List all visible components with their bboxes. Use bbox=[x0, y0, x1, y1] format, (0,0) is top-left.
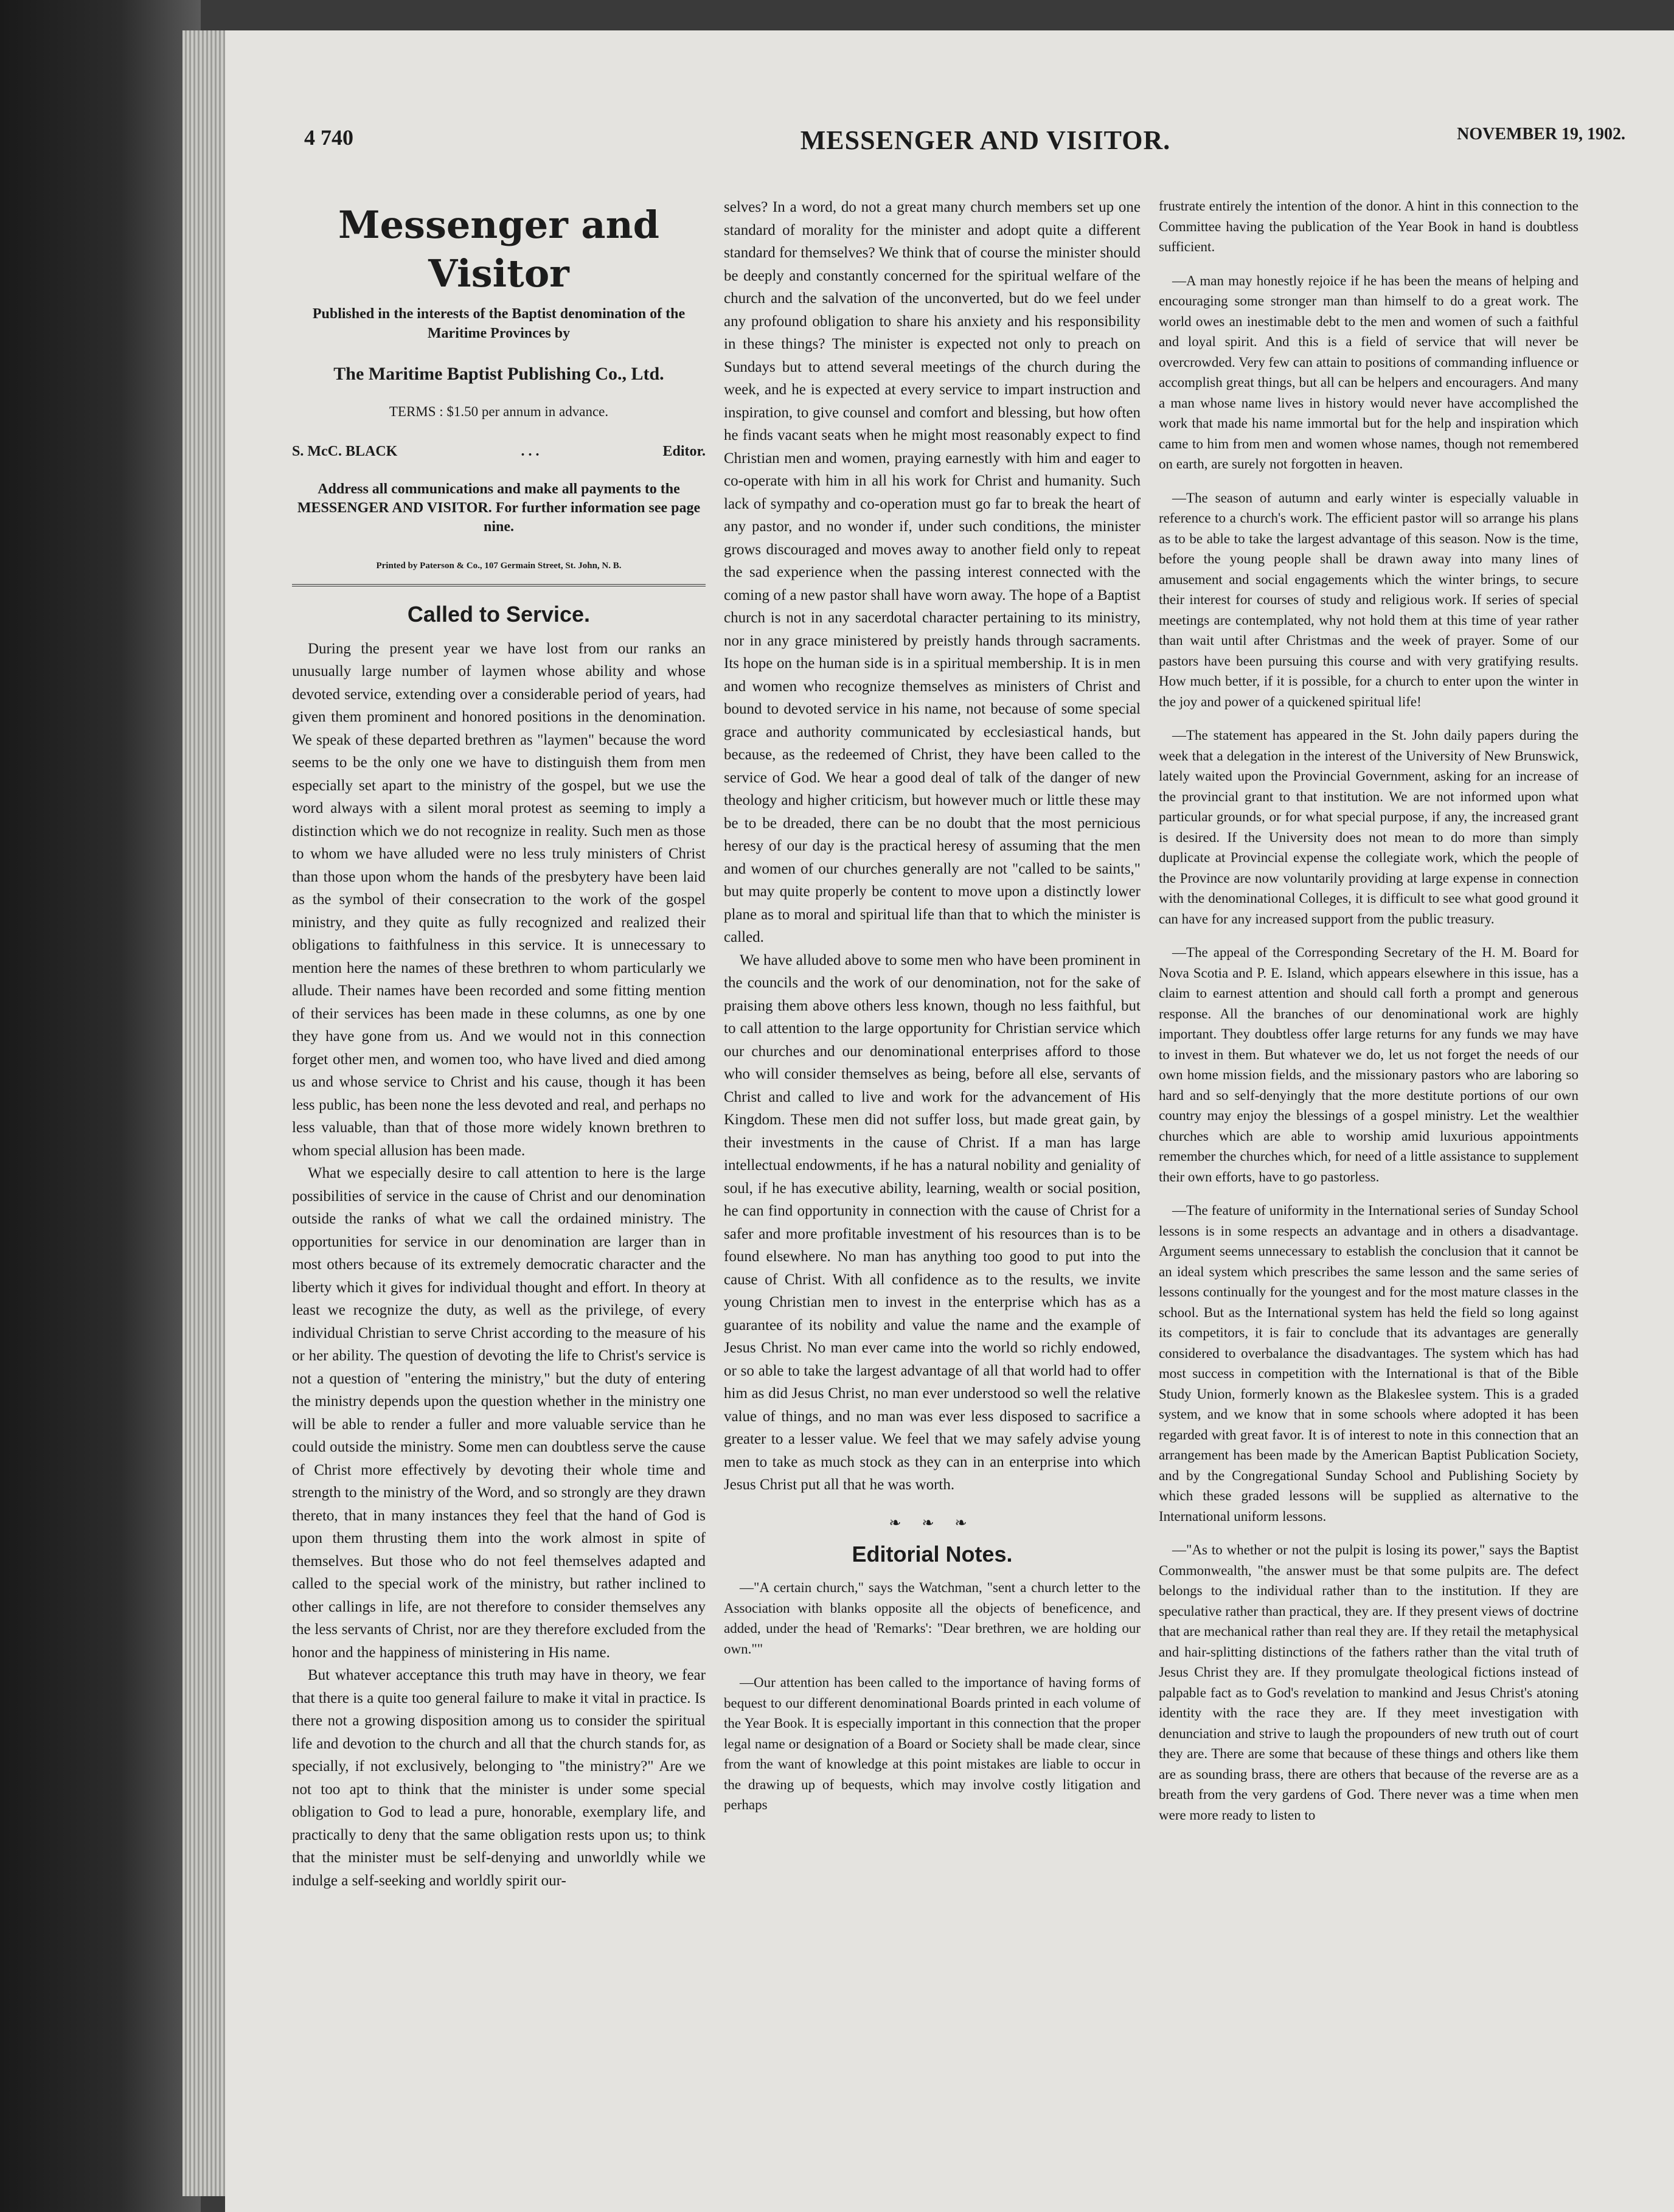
column-3 bbox=[1159, 196, 1578, 1838]
editorial-note: —The feature of uniformity in the International series of Sunday School lessons is in some respects an advantage and in others a disadvantage. Argument seems unnecessary to establish the conclusion that it cannot be an ideal system which prescribes the same lesson and the same series of lessons continually for the youngest and for the most mature classes in the school. But as the International system has held the field so long against its competitors, it is fair to conclude that its advantages are generally considered to overbalance the disadvantages. The system which has had most success in competition with the International is that of the Bible Study Union, formerly known as the Blakeslee system. This is a graded system, and we know that in some schools where adopted it has been regarded with great favor. It is of interest to note in this connection that an arrangement has been made by the American Baptist Publication Society, and by the Congregational Sunday School and Publishing Society by which these graded lessons will be supplied as alternative to the International uniform lessons. bbox=[1159, 1203, 1578, 1524]
editorial-note: —The statement has appeared in the St. John daily papers during the week that a delegation in the interest of the University of New Brunswick, lately waited upon the Provincial Government, asking for an increase of the provincial grant to that institution. We are not informed upon what particular grounds, or for what special purpose, if any, the increased grant is desired. If the University does not mean to do more than simply duplicate at Provincial expense the collegiate work, which the people of the Province are now voluntarily providing at large expense in connection with the denominational Colleges, it is difficult to see what good ground it can have for any increased support from the public treasury. bbox=[1159, 728, 1578, 927]
masthead-address: Address all communications and make all payments to the MESSENGER AND VISITOR. For further information see page nine. bbox=[297, 481, 701, 535]
article-paragraph: But whatever acceptance this truth may have in theory, we fear that there is a quite too general failure to make it vital in practice. Is there not a growing disposition among us to consider the spiritual life and devotion to the church and all that the church stands for, as specially, if not exclusively, belonging to "the ministry?" Are we not too apt to think that the minister is under some special obligation to God to lead a pure, honorable, exemplary life, and practically to deny that the same obligation rests upon us; to think that the minister must be self-denying and unworldly while we indulge a self-seeking and worldly spirit our- bbox=[292, 1667, 706, 1889]
masthead-terms: TERMS : $1.50 per annum in advance. bbox=[389, 404, 609, 419]
page-stack-edge bbox=[182, 30, 231, 2196]
editor-name: S. McC. BLACK bbox=[292, 443, 398, 459]
book-binding bbox=[0, 0, 201, 2212]
editorial-note: —"A certain church," says the Watchman, "sent a church letter to the Association with blanks opposite all the objects of beneficence, and added, under the head of 'Remarks': "Dear brethren, we are holding our own."" bbox=[724, 1580, 1141, 1657]
running-title: MESSENGER AND VISITOR. bbox=[800, 125, 1171, 155]
editorial-note: —A man may honestly rejoice if he has been the means of helping and encouraging some stronger man than himself to do a great work. The world owes an inestimable debt to the men and women of such a faithful and loyal spirit. And this is a field of service that will never be overcrowded. Very few can attain to positions of commanding influence or accomplish great things, but all can be helpers and encouragers. And many a man whose name lives in history would never have accomplished the work that made his name immortal but for the help and inspiration which came to him from men and women whose names, though not remembered on earth, are surely not forgotten in heaven. bbox=[1159, 273, 1578, 471]
editorial-note: —The appeal of the Corresponding Secretary of the H. M. Board for Nova Scotia and P. E. Island, which appears elsewhere in this issue, has a claim to earnest attention and should call forth a prompt and generous response. All the branches of our denominational work are highly important. They doubtless offer large returns for any funds we may have to invest in them. But whatever we do, let us not forget the needs of our own home mission fields, and the missionary pastors who are laboring so hard and so self-denyingly that the more destitute portions of our own country may enjoy the blessings of a gospel ministry. Let the wealthier churches which are able to worship amid luxurious appointments remember the churches which, for need of a little assistance to supplement their own efforts, have to go pastorless. bbox=[1159, 945, 1578, 1184]
article-paragraph: What we especially desire to call attention to here is the large possibilities of service in the cause of Christ and our denomination outside the ranks of what we call the ordained ministry. The opportunities for service in our denomination are larger than in most others because of its extremely democratic character and the liberty which it gives for individual thought and effort. In theory at least we recognize the duty, as well as the privilege, of every individual Christian to serve Christ according to the measure of his or her ability. The question of devoting the life to Christ's service is not a question of "entering the ministry," but the duty of entering the ministry depends upon the question whether in the ministry one will be able to render a fuller and more valuable service than he could outside the ministry. Some men can doubtless serve the cause of Christ more effectively by devoting their whole time and strength to the ministry of the Word, and so strongly are they drawn thereto, that in many instances they feel that the hand of God is upon them thrusting them into the work almost in spite of themselves. But those who do not feel themselves adapted and called to the special work of the ministry, but rather inclined to other callings in life, are not therefore to consider themselves any the less servants of Christ, nor are they therefore excluded from the honor and the happiness of ministering in His name. bbox=[292, 1165, 706, 1661]
editor-dots: . . . bbox=[521, 443, 540, 459]
column-2 bbox=[724, 196, 1141, 1815]
issue-date: NOVEMBER 19, 1902. bbox=[1457, 125, 1625, 144]
masthead-title: Messenger and Visitor bbox=[338, 203, 660, 296]
masthead-printer: Printed by Paterson & Co., 107 Germain Street, St. John, N. B. bbox=[376, 561, 622, 571]
article-called-to-service bbox=[292, 638, 706, 1893]
column-1 bbox=[292, 196, 706, 1892]
article-paragraph: selves? In a word, do not a great many church members set up one standard of morality for the minister and adopt quite a different standard for themselves? We think that of course the minister should be deeply and constantly concerned for the spiritual welfare of the church and the salvation of the unconverted, but do we feel under any profound obligation to share his anxiety and his responsibility in these things? The minister is expected not only to preach on Sundays but to attend several meetings of the church during the week, and he is expected at every service to impart instruction and inspiration, to give counsel and comfort and blessing, but how often he finds vacant seats when he might most reasonably expect to find Christian men and women, praying earnestly with him and eager to co-operate with him in all his work for Christ and humanity. Such lack of sympathy and co-operation must go far to break the heart of any pastor, and no wonder if, under such conditions, the minister grows discouraged and moves away to another field only to repeat the sad experience when the passing interest connected with the coming of a new pastor shall have worn away. The hope of a Baptist church is not in any sacerdotal character pertaining to its ministry, nor in any grace ministered by preistly hands through sacraments. Its hope on the human side is in a spiritual membership. It is in men and women who recognize themselves as ministers of Christ and bound to devoted service in his name, not because of some special grace and authority communicated by ecclesiastical hands, but because, as the redeemed of Christ, they have been called to the service of God. We hear a good deal of talk of the danger of new theology and higher criticism, but however much or little these may be to be dreaded, there can be no doubt that the most pernicious heresy of our day is the practical heresy of assuming that the men and women of our churches generally are not "called to be saints," but may quite properly be content to move upon a distinctly lower plane as to moral and spiritual life than that to which the minister is called. bbox=[724, 199, 1141, 945]
masthead-rule bbox=[292, 584, 706, 586]
article-title-called-to-service: Called to Service. bbox=[407, 601, 591, 627]
masthead-editor-line bbox=[292, 440, 706, 464]
masthead-published: Published in the interests of the Baptist denomination of the Maritime Provinces by bbox=[312, 306, 686, 341]
editorial-notes-title: Editorial Notes. bbox=[852, 1542, 1013, 1567]
editorial-note: —The season of autumn and early winter is especially valuable in reference to a church's work. The efficient pastor will so arrange his plans as to be able to take the largest advantage of this season. Now is the time, before the young people shall be drawn away into many lines of amusement and social engagements which the winter brings, to secure their interest for courses of study and religious work. If series of special meetings are contemplated, why not hold them at this time of year rather than wait until after Christmas and the week of prayer. Some of our pastors have been pursuing this course and with very gratifying results. How much better, if it is possible, for a church to enter upon the winter in the joy and power of a quickened spiritual life! bbox=[1159, 490, 1578, 709]
article-paragraph: We have alluded above to some men who have been prominent in the councils and the work of our denomination, not for the sake of praising them above others less known, though no less faithful, but to call attention to the large opportunity for Christian service which our churches and our denominational enterprises afford to those who will consider themselves as being, before all else, servants of Christ and called to live and work for the advancement of His Kingdom. These men did not suffer loss, but made great gain, by their investments in the cause of Christ. If a man has large intellectual endowments, if he has a natural nobility and geniality of soul, if he has executive ability, learning, wealth or social position, he can find opportunity in connection with the cause of Christ for a safer and more profitable investment of his resources than is to be found elsewhere. No man has anything too good to put into the cause of Christ. With all confidence as to the results, we invite young Christian men to invest in the enterprise which has as a guarantee of its nobility and value the name and the example of Jesus Christ. No man ever came into the world so richly endowed, or so able to take the largest advantage of all that world had to offer him as did Jesus Christ, no man ever understood so well the relative value of things, and no man was ever less disposed to sacrifice a greater to a lesser value. We feel that we may safely advise young men to take as much stock as they can in an enterprise into which Jesus Christ put all that he was worth. bbox=[724, 951, 1141, 1493]
editorial-note: —"As to whether or not the pulpit is losing its power," says the Baptist Commonwealth, "the answer must be that some pulpits are. The defect belongs to the individual rather than to the institution. If they are speculative rather than practical, they are. If they present views of doctrine that are mechanical rather than real they are. If they retail the metaphysical and hair-splitting distinctions of the fathers rather than the vital truth of Jesus Christ they are. If they promulgate theological fictions instead of palpable fact as to God's revelation to mankind and Jesus Christ's atoning identity with the race they are. If they meet investigation with denunciation and strive to laugh the propounders of new truth out of court they are. There are some that because of these things and others like them are as sounding brass, there are others that because of the reverse are as a breath from the very gardens of God. There never was a time when men were more ready to listen to bbox=[1159, 1542, 1578, 1823]
section-ornament: ❧ ❧ ❧ bbox=[889, 1515, 976, 1531]
masthead-company: The Maritime Baptist Publishing Co., Ltd. bbox=[333, 364, 664, 384]
article-paragraph: During the present year we have lost from our ranks an unusually large number of laymen whose ability and whose devoted service, extending over a considerable period of years, had given them prominent and honored positions in the denomination. We speak of these departed brethren as "laymen" because the word seems to be the only one we have to distinguish them from men especially set apart to the ministry of the gospel, but we use the word always with a silent moral protest as seeming to imply a distinction which we do not recognize in reality. Such men as those to whom we have alluded were no less truly ministers of Christ than those upon whom the hands of the presbytery have been laid as the symbol of their consecration to the work of the gospel ministry, and they quite as fully recognized and realized their obligations to faithfulness in this service. It is unnecessary to mention here the names of these brethren to whom particularly we allude. Their names have been recorded and some fitting mention of their services has been made in these columns, as one by one they have gone from us. And we would not in this connection forget other men, and women too, who have lived and died among us and whose service to Christ and his cause, though it has been less public, has been none the less devoted and real, and perhaps no less valuable, than that of those more widely known brethren to whom special allusion has been made. bbox=[292, 640, 706, 1159]
editorial-note: frustrate entirely the intention of the donor. A hint in this connection to the Committee having the publication of the Year Book in hand is doubtless sufficient. bbox=[1159, 198, 1578, 254]
editorial-note: —Our attention has been called to the importance of having forms of bequest to our different denominational Boards printed in each volume of the Year Book. It is especially important in this connection that the proper legal name or designation of a Board or Society shall be made clear, since from the want of knowledge at this point mistakes are liable to occur in the drawing up of bequests, which may involve costly litigation and perhaps bbox=[724, 1675, 1141, 1812]
page-number: 4 740 bbox=[304, 125, 353, 150]
newspaper-page bbox=[225, 30, 1674, 2212]
editor-title: Editor. bbox=[662, 443, 706, 459]
